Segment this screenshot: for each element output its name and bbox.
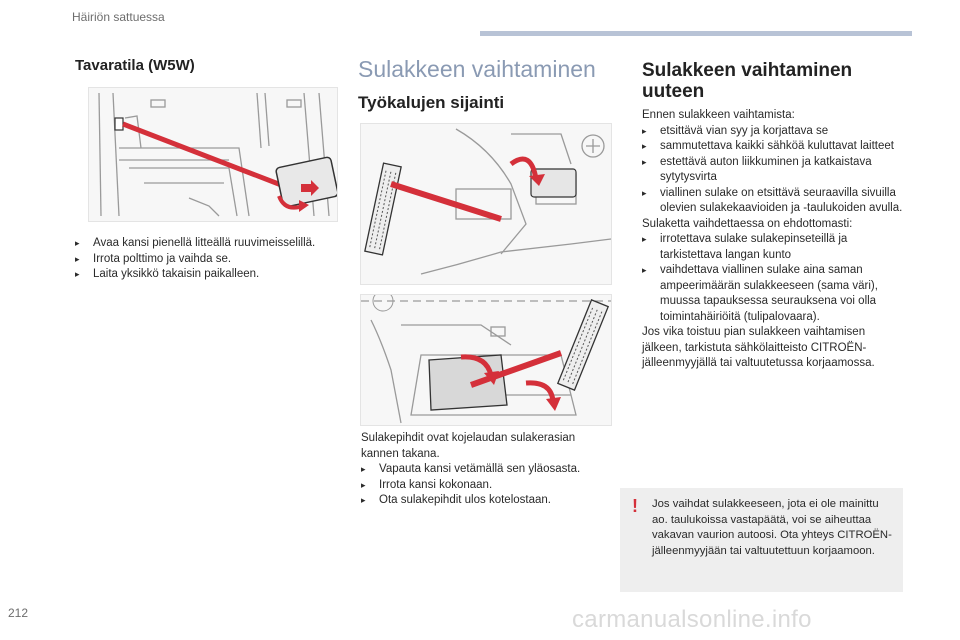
outro-text: Jos vika toistuu pian sulakkeen vaihtamisen jälkeen, tarkistuta sähkölaitteisto CITROËN-jälleenmyyjällä tai valtuutetussa korjaamossa. [642, 326, 875, 369]
list-item: ▸ Ota sulakepihdit ulos kotelostaan. [361, 493, 611, 509]
section-header: Häiriön sattuessa [72, 10, 165, 24]
bullet-arrow-icon: ▸ [361, 479, 366, 490]
during-list [642, 232, 904, 325]
list-item: ▸ Irrota polttimo ja vaihda se. [75, 252, 345, 268]
during-intro-text: Sulaketta vaihdettaessa on ehdottomasti: [642, 217, 853, 230]
bullet-arrow-icon: ▸ [642, 265, 647, 275]
bullet-arrow-icon: ▸ [642, 125, 647, 136]
replace-fuse-body [642, 108, 904, 372]
header-bar [480, 31, 912, 36]
bullet-arrow-icon: ▸ [75, 269, 80, 279]
list-item: ▸ estettävä auton liikkuminen ja katkaistava sytytysvirta [642, 155, 904, 186]
bullet-arrow-icon: ▸ [75, 253, 80, 264]
bullet-arrow-icon: ▸ [75, 238, 80, 248]
bullet-arrow-icon: ▸ [361, 464, 366, 474]
bullet-arrow-icon: ▸ [361, 495, 366, 505]
warning-note [620, 488, 903, 592]
list-item: ▸ irrotettava sulake sulakepinseteillä ja tarkistettava langan kunto [642, 232, 904, 263]
bullet-arrow-icon: ▸ [642, 187, 647, 198]
warning-text: Jos vaihdat sulakkeeseen, jota ei ole mainittu ao. taulukoissa vastapäätä, voi se aiheuttaa vakavan vaurion autoosi. Ota yhteys CITROËN-jälleenmyyjään tai valtuutettuun korjaamoon. [652, 498, 892, 557]
list-item: ▸ Irrota kansi kokonaan. [361, 478, 611, 494]
before-intro-text: Ennen sulakkeen vaihtamista: [642, 109, 795, 121]
list-item: ▸ Laita yksikkö takaisin paikalleen. [75, 267, 345, 283]
list-item: ▸ Vapauta kansi vetämällä sen yläosasta. [361, 462, 611, 478]
replace-fuse-title: Sulakkeen vaihtaminen uuteen [642, 60, 853, 102]
warning-icon: ! [632, 496, 638, 516]
tools-steps-list [361, 462, 611, 509]
list-item: ▸ vaihdettava viallinen sulake aina saman ampeerimäärän sulakkeeseen (sama väri), muussa tapauksessa seurauksena voi olla toimintahäiriöitä (tulipalovaara). [642, 263, 904, 325]
glovebox-illustration [360, 294, 612, 426]
watermark: carmanualsonline.info [572, 606, 812, 633]
list-item: ▸ sammutettava kaikki sähköä kuluttavat laitteet [642, 139, 904, 155]
list-item: ▸ viallinen sulake on etsittävä seuraavilla sivuilla olevien sulakekaavioiden ja -taulukoiden avulla. [642, 186, 904, 217]
tools-intro-text: Sulakepihdit ovat kojelaudan sulakerasian kannen takana. [361, 432, 576, 460]
trunk-steps-list [75, 236, 345, 283]
list-item: ▸ Avaa kansi pienellä litteällä ruuvimeisselillä. [75, 236, 345, 252]
page-number: 212 [8, 606, 29, 620]
before-list [642, 124, 904, 217]
trunk-lamp-illustration [88, 87, 338, 222]
dashboard-illustration [360, 123, 612, 285]
tools-location-subtitle: Työkalujen sijainti [358, 93, 505, 112]
list-item: ▸ etsittävä vian syy ja korjattava se [642, 124, 904, 140]
trunk-heading: Tavaratila (W5W) [75, 57, 195, 74]
bullet-arrow-icon: ▸ [642, 156, 647, 167]
fuse-change-title: Sulakkeen vaihtaminen [358, 56, 596, 82]
bullet-arrow-icon: ▸ [642, 234, 647, 244]
bullet-arrow-icon: ▸ [642, 141, 647, 151]
